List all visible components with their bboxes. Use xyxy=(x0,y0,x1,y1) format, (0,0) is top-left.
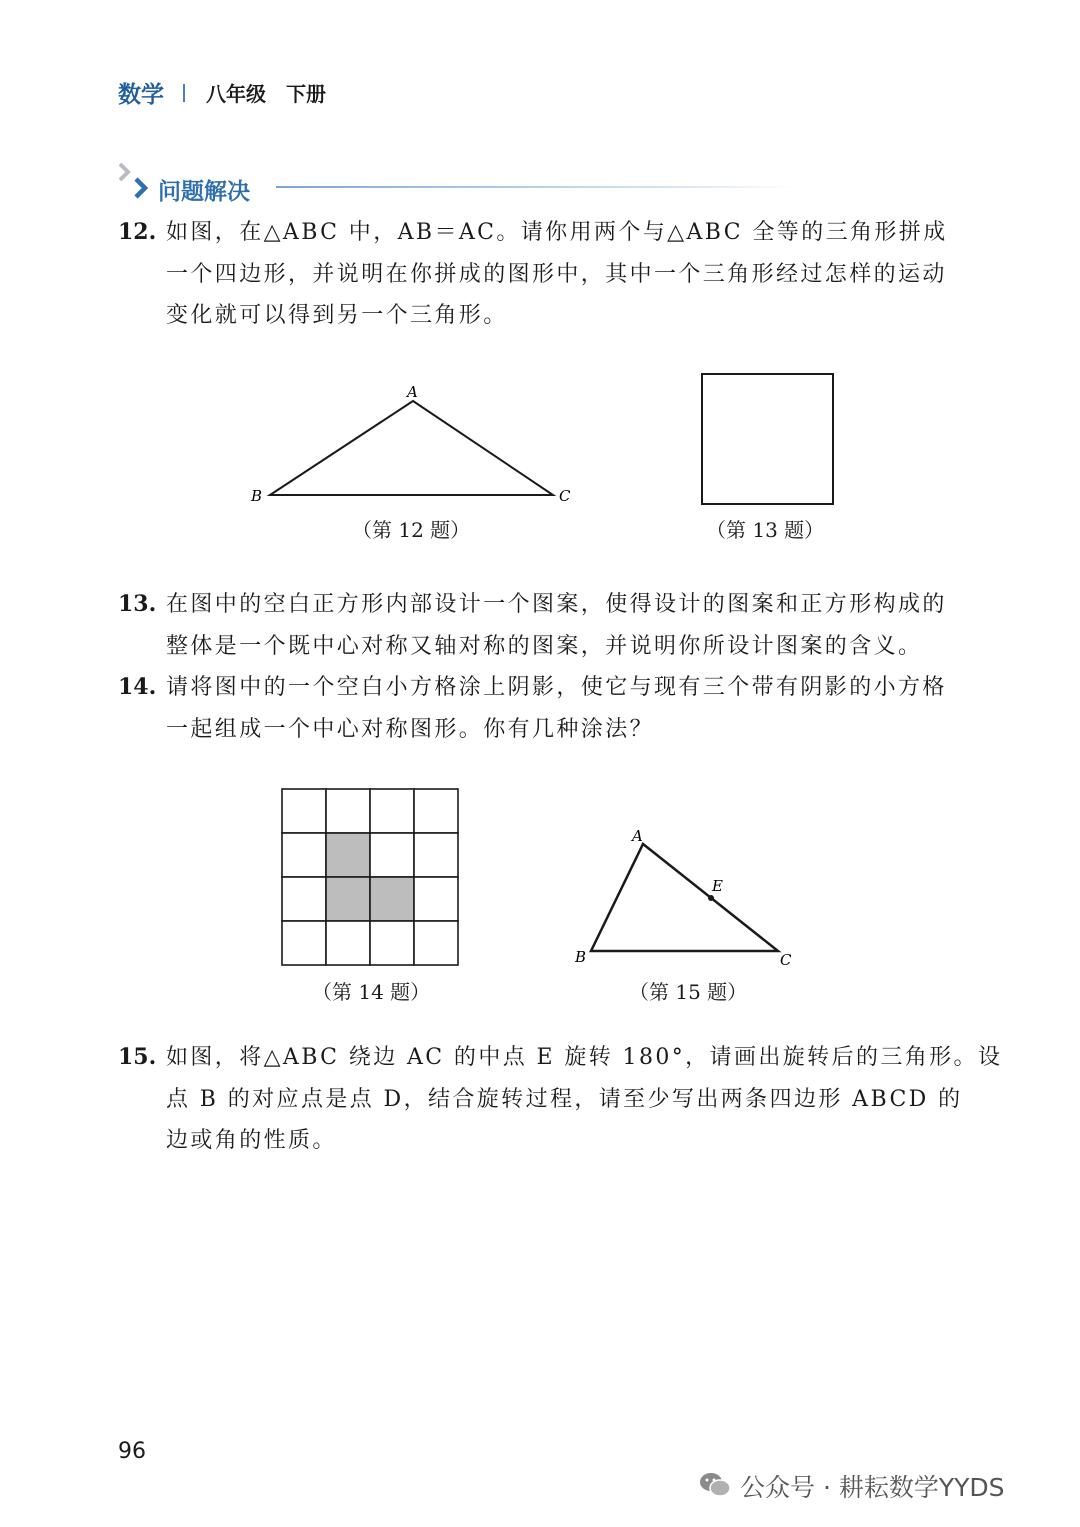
problem-15-number: 15. xyxy=(118,1044,157,1070)
grid-cell-shaded xyxy=(326,877,370,921)
figure-12-caption: （第 12 题） xyxy=(352,518,471,542)
grid-cell xyxy=(414,833,458,877)
text-line: 一个四边形，并说明在你拼成的图形中，其中一个三角形经过怎样的运动 xyxy=(166,261,947,287)
vertex-label-c: C xyxy=(780,951,792,969)
problem-14-number: 14. xyxy=(118,674,157,700)
midpoint-e xyxy=(708,895,714,901)
grid-cell xyxy=(370,921,414,965)
grid-cell xyxy=(282,921,326,965)
problem-15-text xyxy=(166,1037,1003,1162)
figure-15-caption: （第 15 题） xyxy=(629,980,748,1004)
problem-13-text xyxy=(166,584,966,667)
header-subject: 数学 xyxy=(118,82,164,108)
section-title: 问题解决 xyxy=(158,179,250,205)
text-line: 整体是一个既中心对称又轴对称的图案，并说明你所设计图案的含义。 xyxy=(166,633,923,659)
text-line: 点 B 的对应点是点 D，结合旋转过程，请至少写出两条四边形 ABCD 的 xyxy=(166,1086,963,1112)
grid-cell xyxy=(370,789,414,833)
chevron-right-icon xyxy=(116,160,158,202)
grid-cell xyxy=(326,921,370,965)
wechat-icon xyxy=(698,1470,732,1500)
grid-cell xyxy=(282,877,326,921)
problem-13-number: 13. xyxy=(118,591,157,617)
section-rule xyxy=(276,186,796,188)
watermark-text: 公众号 · 耕耘数学YYDS xyxy=(740,1473,1005,1502)
grid-cell-shaded xyxy=(326,833,370,877)
grid-cell xyxy=(414,877,458,921)
problem-14-text xyxy=(166,667,966,750)
grid-cell-shaded xyxy=(370,877,414,921)
page-number: 96 xyxy=(118,1439,146,1464)
point-label-e: E xyxy=(712,877,723,895)
vertex-label-a: A xyxy=(407,383,418,401)
figure-14-grid xyxy=(280,787,460,967)
figure-13-blank-square xyxy=(701,373,834,505)
grid-cell xyxy=(282,833,326,877)
grid-cell xyxy=(414,921,458,965)
text-line: 一起组成一个中心对称图形。你有几种涂法？ xyxy=(166,716,655,742)
text-line: 如图，在△ABC 中，AB＝AC。请你用两个与△ABC 全等的三角形拼成 xyxy=(166,220,948,245)
figure-12-isosceles-triangle xyxy=(240,375,590,510)
header-grade: 八年级 下册 xyxy=(206,82,326,106)
figure-14-caption: （第 14 题） xyxy=(312,980,431,1004)
text-line: 请将图中的一个空白小方格涂上阴影，使它与现有三个带有阴影的小方格 xyxy=(166,675,947,700)
grid-cell xyxy=(370,833,414,877)
vertex-label-b: B xyxy=(251,487,263,505)
vertex-label-b: B xyxy=(575,948,587,966)
vertex-label-c: C xyxy=(559,487,571,505)
grid-cell xyxy=(326,789,370,833)
figure-13-caption: （第 13 题） xyxy=(706,518,825,542)
vertex-label-a: A xyxy=(632,827,643,845)
text-line: 边或角的性质。 xyxy=(166,1128,337,1153)
header-divider xyxy=(183,84,185,102)
text-line: 在图中的空白正方形内部设计一个图案，使得设计的图案和正方形构成的 xyxy=(166,592,947,617)
grid-cell xyxy=(414,789,458,833)
text-line: 如图，将△ABC 绕边 AC 的中点 E 旋转 180°，请画出旋转后的三角形。设 xyxy=(166,1045,1003,1070)
problem-12-number: 12. xyxy=(118,219,157,245)
text-line: 变化就可以得到另一个三角形。 xyxy=(166,303,508,328)
grid-cell xyxy=(282,789,326,833)
problem-12-text xyxy=(166,212,966,337)
figure-15-triangle xyxy=(566,822,806,972)
